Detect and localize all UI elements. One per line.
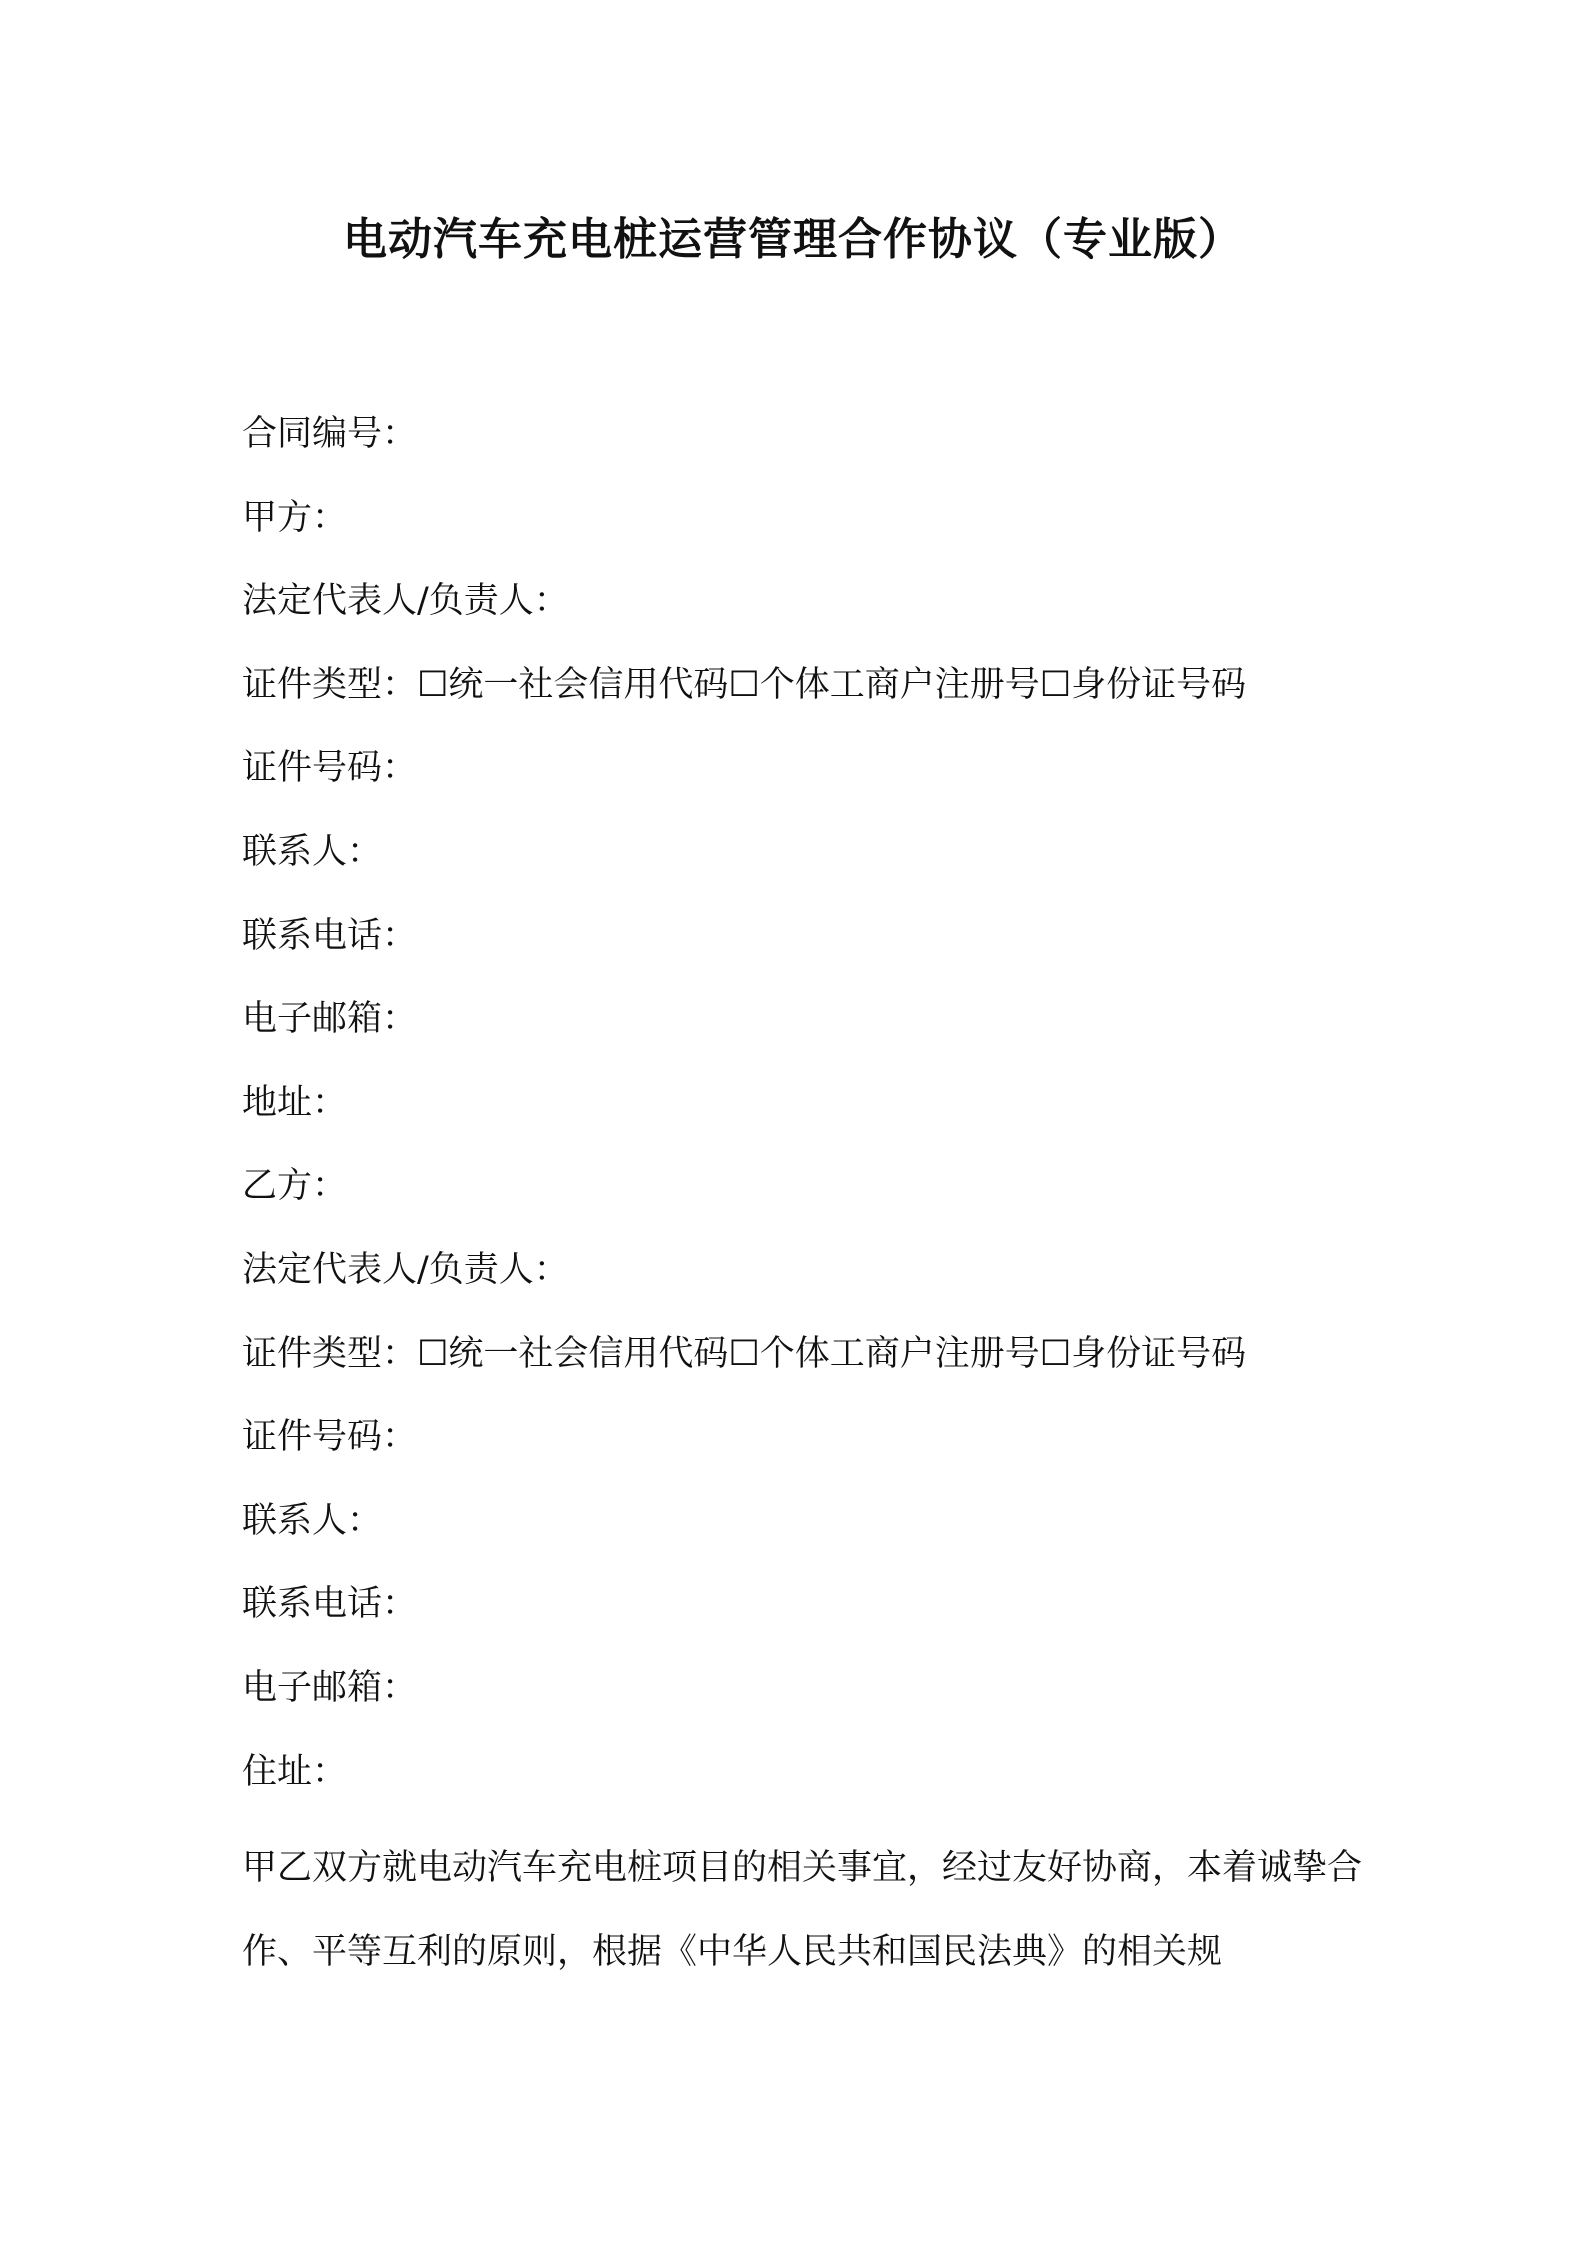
field-party-b-address: 住址：	[242, 1751, 348, 1792]
preamble-paragraph: 甲乙双方就电动汽车充电桩项目的相关事宜，经过友好协商，本着诚挚合作、平等互利的原则，根据《中华人民共和国民法典》的相关规	[242, 1848, 1363, 1972]
field-party-a-contact: 联系人：	[242, 831, 383, 872]
field-party-a-email: 电子邮箱：	[242, 999, 418, 1040]
field-party-a-address: 地址：	[242, 1082, 348, 1123]
field-party-b-id-type: 证件类型：☐统一社会信用代码☐个体工商户注册号☐身份证号码	[242, 1333, 1247, 1374]
field-party-b-legal-rep: 法定代表人/负责人：	[242, 1249, 569, 1290]
field-party-b: 乙方：	[242, 1166, 348, 1207]
field-party-a-id-number: 证件号码：	[242, 748, 418, 789]
document-title: 电动汽车充电桩运营管理合作协议（专业版）	[343, 214, 1243, 265]
field-party-b-contact: 联系人：	[242, 1500, 383, 1541]
field-party-a: 甲方：	[242, 497, 348, 538]
field-contract-number: 合同编号：	[242, 414, 418, 454]
field-party-a-phone: 联系电话：	[242, 915, 418, 956]
field-party-b-id-number: 证件号码：	[242, 1417, 418, 1458]
field-party-a-id-type: 证件类型：☐统一社会信用代码☐个体工商户注册号☐身份证号码	[242, 664, 1247, 705]
field-party-b-email: 电子邮箱：	[242, 1667, 418, 1708]
field-party-a-legal-rep: 法定代表人/负责人：	[242, 581, 569, 622]
field-party-b-phone: 联系电话：	[242, 1584, 418, 1625]
party-info-fields	[242, 408, 1362, 1829]
